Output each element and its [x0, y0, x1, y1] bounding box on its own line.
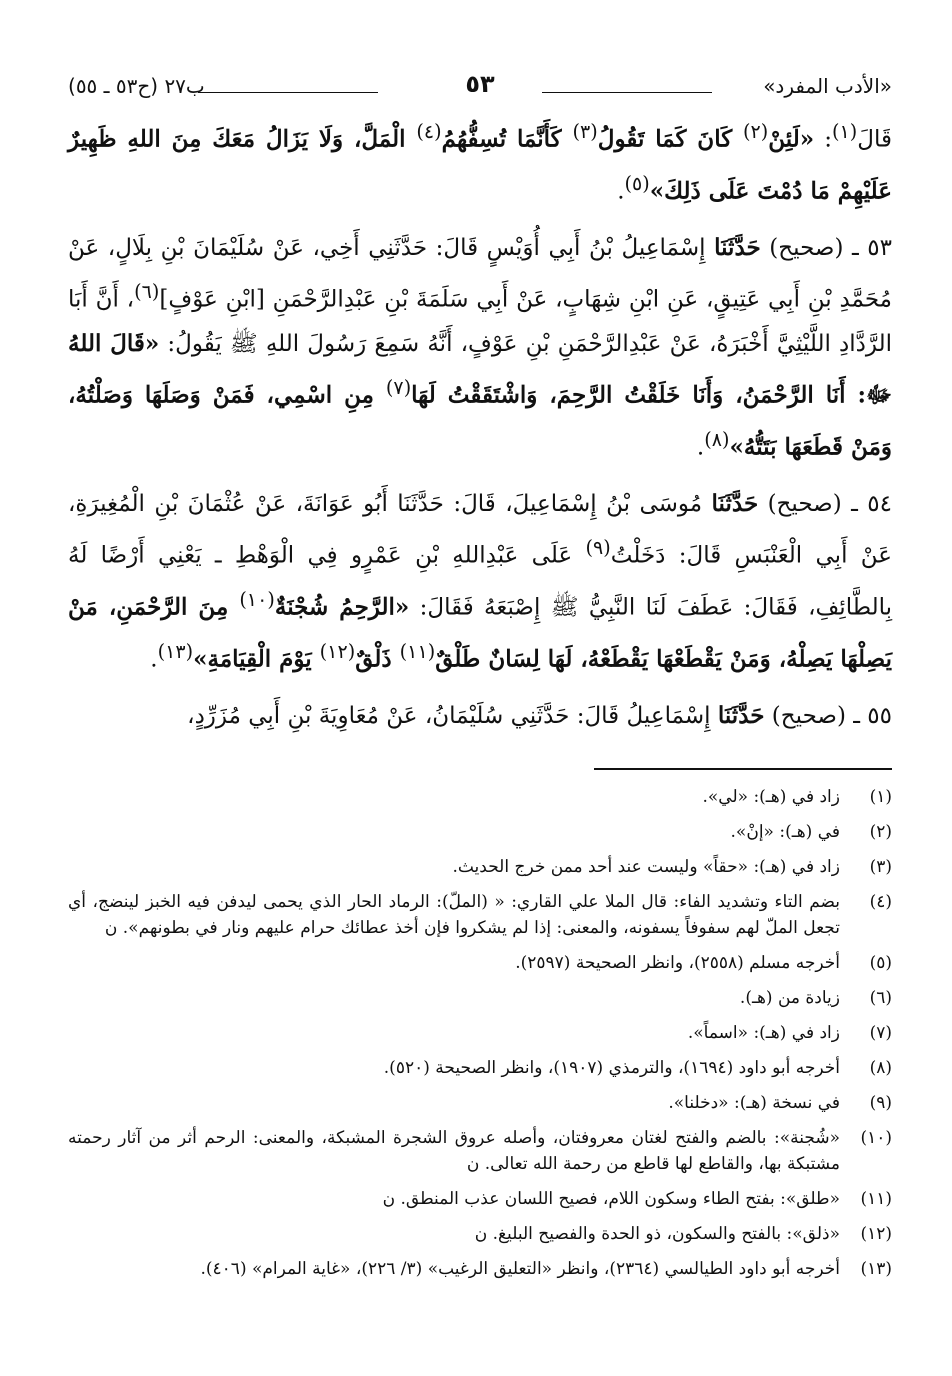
- footnote-ref: (٣): [572, 120, 598, 143]
- footnote-ref: (٧): [385, 375, 412, 399]
- footnote-number: (٨): [869, 1058, 892, 1079]
- footnote: [68, 950, 892, 976]
- footnote: [68, 1256, 892, 1282]
- footnote-separator: [594, 768, 892, 770]
- hadith-55: ٥٥ ـ (صحيح) حَدَّثَنَا إِسْمَاعِيلُ قَالَ: حَدَّثَنِي سُلَيْمَانُ، عَنْ مُعَاوِيَةَ بْنِ أَبِي مُزَرِّدٍ،: [187, 702, 892, 730]
- footnote-number: (١٢): [860, 1224, 892, 1245]
- footnote-ref: (١٣): [157, 639, 194, 663]
- footnote-number: (١١): [860, 1189, 892, 1210]
- footnote-text: أخرجه مسلم (٢٥٥٨)، وانظر الصحيحة (٢٥٩٧).: [515, 953, 840, 974]
- footnote-text: زاد في (هـ): «اسماً».: [687, 1023, 840, 1044]
- page-number: ٥٣: [465, 70, 495, 98]
- footnote-number: (١٣): [860, 1259, 892, 1280]
- footnote-number: (١٠): [860, 1128, 892, 1149]
- footnotes: [68, 784, 892, 1282]
- footnote-ref: (٢): [743, 120, 769, 143]
- footnote: [68, 1020, 892, 1046]
- footnote-number: (٢): [869, 822, 892, 843]
- footnote-ref: (٨): [704, 427, 730, 451]
- footnote: [68, 784, 892, 810]
- footnote: [68, 889, 892, 941]
- footnote-number: (٩): [869, 1093, 892, 1114]
- chapter-reference: ب٢٧ (ح٥٣ ـ ٥٥): [68, 74, 205, 98]
- footnote: [68, 854, 892, 880]
- footnote-ref: (١): [832, 120, 858, 143]
- page: [68, 70, 892, 1291]
- footnote-text: بضم التاء وتشديد الفاء: قال الملا علي القاري: « (الملّ): الرماد الحار الذي يحمى ليدفن فيه الخبز لينضج، أي تجعل الملّ لهم سفوفاً يسفونه، والمعنى: إذا لم يشكروا فإن أخذ عطائك حرام عليهم ونار في بطونهم». ن: [68, 892, 840, 939]
- footnote-number: (٧): [869, 1023, 892, 1044]
- footnote: [68, 1125, 892, 1177]
- footnote-text: «ذلق»: بالفتح والسكون، ذو الحدة والفصيح البليغ. ن: [474, 1224, 840, 1245]
- footnote-ref: (٩): [585, 536, 611, 560]
- header-rule-left: [198, 92, 378, 93]
- footnote-ref: (٦): [134, 280, 160, 304]
- footnote-text: أخرجه أبو داود الطيالسي (٢٣٦٤)، وانظر «التعليق الرغيب» (٣/ ٢٢٦)، «غاية المرام» (٤٠٦).: [200, 1259, 840, 1280]
- footnote-text: في (هـ): «إنْ».: [730, 822, 840, 843]
- footnote-number: (٣): [869, 857, 892, 878]
- footnote: [68, 1221, 892, 1247]
- footnote-ref: (١٢): [319, 639, 356, 663]
- hadith-54: ٥٤ ـ (صحيح) حَدَّثَنَا مُوسَى بْنُ إِسْمَاعِيلَ، قَالَ: حَدَّثَنَا أَبُو عَوَانَةَ، عَنْ عُثْمَانَ بْنِ الْمُغِيرَةِ، عَنْ أَبِي الْعَنْبَسِ قَالَ: دَخَلْتُ$^{(٩)}$ عَلَى عَبْدِاللهِ بْنِ عَمْرٍو فِي الْوَهْطِ ـ يَعْنِي أَرْضًا لَهُ بِالطَّائِفِ، فَقَالَ: عَطَفَ لَنَا النَّبِيُّ ﷺ إِصْبَعَهُ فَقَالَ: «الرَّحِمُ شُجْنَةٌ$^{(١٠)}$ مِنَ الرَّحْمَنِ، مَنْ يَصِلْهَا يَصِلْهُ، وَمَنْ يَقْطَعْهَا يَقْطَعْهُ، لَهَا لِسَانٌ طَلْقٌ$^{(١١)}$ ذَلْقٌ$^{(١٢)}$ يَوْمَ الْقِيَامَةِ»$^{(١٣)}$.: [68, 490, 893, 673]
- footnote-ref: (٤): [416, 120, 442, 143]
- footnote-text: «طلق»: بفتح الطاء وسكون اللام، فصيح اللسان عذب المنطق. ن: [382, 1189, 840, 1210]
- footnote-text: زيادة من (هـ).: [739, 988, 840, 1009]
- footnote-text: زاد في (هـ): «لي».: [702, 787, 840, 808]
- main-text: [68, 110, 892, 738]
- footnote: [68, 985, 892, 1011]
- footnote-ref: (١١): [399, 639, 436, 663]
- footnote: [68, 1186, 892, 1212]
- footnote-text: أخرجه أبو داود (١٦٩٤)، والترمذي (١٩٠٧)، وانظر الصحيحة (٥٢٠).: [383, 1058, 840, 1079]
- header-rule-right: [542, 92, 712, 93]
- hadith-53: ٥٣ ـ (صحيح) حَدَّثَنَا إِسْمَاعِيلُ بْنُ أَبِي أُوَيْسٍ قَالَ: حَدَّثَنِي أَخِي، عَنْ سُلَيْمَانَ بْنِ بِلَالٍ، عَنْ مُحَمَّدِ بْنِ أَبِي عَتِيقٍ، عَنِ ابْنِ شِهَابٍ، عَنْ أَبِي سَلَمَةَ بْنِ عَبْدِالرَّحْمَنِ [ابْنِ عَوْفٍ]$^{(٦)}$، أَنَّ أَبَا الرَّدَّادِ اللَّيْثِيَّ أَخْبَرَهُ، عَنْ عَبْدِالرَّحْمَنِ بْنِ عَوْفٍ، أَنَّهُ سَمِعَ رَسُولَ اللهِ ﷺ يَقُولُ: «قَالَ اللهُ ﷻ: أَنَا الرَّحْمَنُ، وَأَنَا خَلَقْتُ الرَّحِمَ، وَاشْتَقَقْتُ لَهَا$^{(٧)}$ مِنِ اسْمِي، فَمَنْ وَصَلَهَا وَصَلْتُهُ، وَمَنْ قَطَعَهَا بَتَتُّهُ»$^{(٨)}$.: [68, 234, 893, 461]
- book-title: «الأدب المفرد»: [763, 74, 892, 98]
- footnote-text: «شُجنة»: بالضم والفتح لغتان معروفتان، وأصله عروق الشجرة المشبكة، والمعنى: الرحم أثر من آثار رحمته مشتبكة بها، والقاطع لها قاطع من رحمة الله تعالى. ن: [68, 1128, 840, 1175]
- footnote-number: (٤): [869, 892, 892, 913]
- footnote-number: (١): [869, 787, 892, 808]
- running-header: [68, 70, 892, 110]
- footnote: [68, 1090, 892, 1116]
- footnote-number: (٦): [869, 988, 892, 1009]
- footnote-text: في نسخة (هـ): «دخلنا».: [668, 1093, 840, 1114]
- footnote-ref: (١٠): [239, 587, 275, 611]
- footnote-number: (٥): [869, 953, 892, 974]
- footnote-text: زاد في (هـ): «حقاً» وليست عند أحد ممن خرج الحديث.: [452, 857, 840, 878]
- footnote-ref: (٥): [624, 171, 650, 195]
- footnote: [68, 1055, 892, 1081]
- footnote: [68, 819, 892, 845]
- paragraph-continuation: قَالَ$^{(١)}$: «لَئِنْ$^{(٢)}$ كَانَ كَمَا تَقُولُ$^{(٣)}$ كَأَنَّمَا تُسِفُّهُمُ$^{(٤)}$ الْمَلَّ، وَلَا يَزَالُ مَعَكَ مِنَ اللهِ ظَهِيرٌ عَلَيْهِمْ مَا دُمْتَ عَلَى ذَلِكَ»$^{(٥)}$.: [68, 120, 892, 205]
